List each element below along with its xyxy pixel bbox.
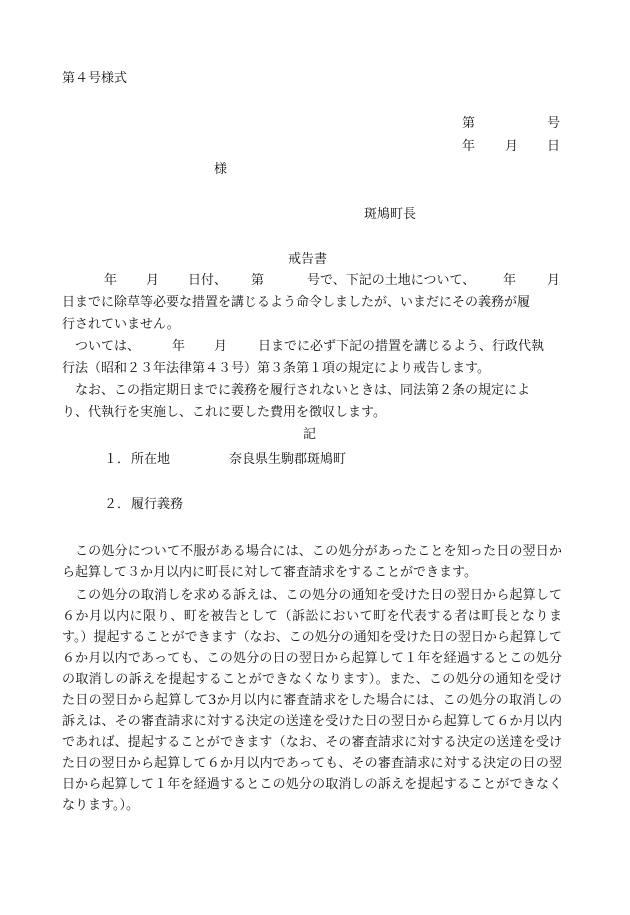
item1-label: 所在地 bbox=[131, 452, 171, 467]
deadline-month: 月 bbox=[547, 273, 561, 288]
addressee-suffix: 様 bbox=[214, 162, 228, 177]
body-line-3: 行されていません。 bbox=[62, 317, 180, 332]
document-title: 戒告書 bbox=[288, 252, 328, 267]
para2-line-2: 行法（昭和２３年法律第４３号）第３条第１項の規定により戒告します。 bbox=[62, 361, 490, 376]
appeal-notice: この処分について不服がある場合には、この処分があったことを知った日の翌日から起算して３か月以内に町長に対して審査請求をすることができます。 bbox=[62, 544, 562, 580]
form-number: 第４号様式 bbox=[62, 71, 128, 86]
para2-month: 月 bbox=[214, 339, 228, 354]
doc-number-prefix: 第 bbox=[462, 116, 476, 131]
para2-rest: 日までに必ず下記の措置を講じるよう、行政代執 bbox=[258, 339, 545, 354]
item1-number: １． bbox=[104, 452, 131, 467]
dated-month: 月 bbox=[146, 273, 160, 288]
date-year: 年 bbox=[462, 139, 476, 154]
dated-year: 年 bbox=[104, 273, 118, 288]
para2-year: 年 bbox=[172, 339, 186, 354]
body-line-2: 日までに除草等必要な措置を講じるよう命令しましたが、いまだにその義務が履 bbox=[62, 295, 531, 310]
para3-line-2: り、代執行を実施し、これに要した費用を徴収します。 bbox=[62, 405, 386, 420]
para3-line-1: なお、この指定期日までに義務を履行されないときは、同法第２条の規定によ bbox=[75, 383, 531, 398]
order-number-text: 号で、下記の土地について、 bbox=[307, 273, 476, 288]
lawsuit-notice: この処分の取消しを求める訴えは、この処分の通知を受けた日の翌日から起算して６か月以内に限り、町を被告として（訴訟において町を代表する者は町長となります。）提起することができます（なお、この処分の通知を受けた日の翌日から起算して６か月以内であっても、この処分の日の翌日から起算して１年を経過するとこの処分の取消しの訴えを提起することができなくなります）。また、この処分の通知を受けた日の翌日から起算して3か月以内に審査請求をした場合には、この処分の取消しの訴えは、その審査請求に対する決定の送達を受けた日の翌日から起算して６か月以内であれば、提起することができます（なお、その審査請求に対する決定の送達を受けた日の翌日から起算して６か月以内であっても、その審査請求に対する決定の日の翌日から起算して１年を経過するとこの処分の取消しの訴えを提起することができなくなります。）。 bbox=[62, 588, 562, 813]
issuer-name: 斑鳩町長 bbox=[364, 207, 417, 222]
order-number-prefix: 第 bbox=[251, 273, 265, 288]
item2-number: ２． bbox=[104, 497, 131, 512]
ki-heading: 記 bbox=[303, 427, 317, 442]
item1-value: 奈良県生駒郡斑鳩町 bbox=[229, 452, 347, 467]
date-day: 日 bbox=[547, 139, 561, 154]
date-month: 月 bbox=[505, 139, 519, 154]
dated-day: 日付、 bbox=[188, 273, 228, 288]
item2-label: 履行義務 bbox=[131, 497, 184, 512]
doc-number-suffix: 号 bbox=[547, 116, 561, 131]
para2-lead: ついては、 bbox=[75, 339, 141, 354]
deadline-year: 年 bbox=[503, 273, 517, 288]
